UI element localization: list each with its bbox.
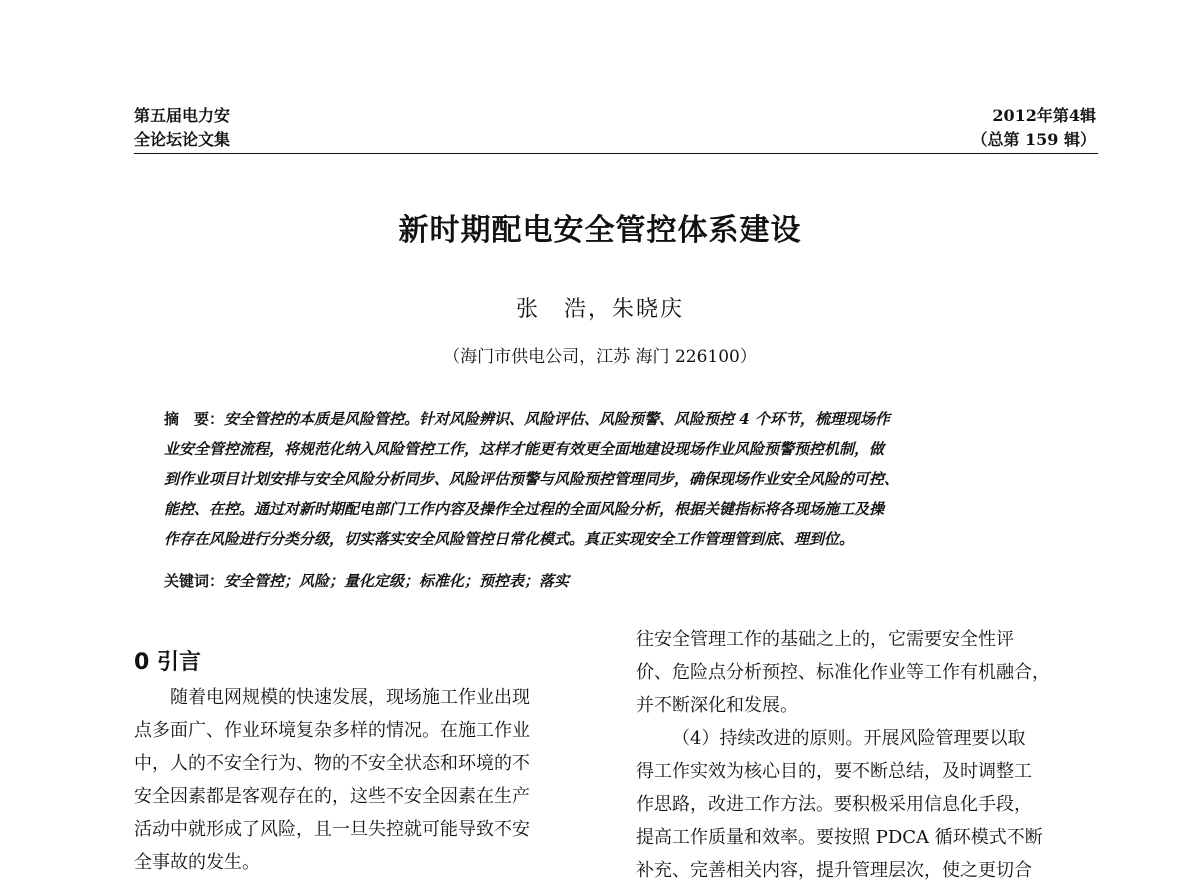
header-right-line-1: 2012年第4辑 xyxy=(992,106,1096,125)
paragraph-line: 提高工作质量和效率。要按照 PDCA 循环模式不断 xyxy=(636,827,1043,848)
header-left-line-1: 第五届电力安 xyxy=(134,106,231,125)
abstract-line: 能控、在控。通过对新时期配电部门工作内容及操作全过程的全面风险分析，根据关键指标将各现场施工及操 xyxy=(164,500,885,518)
paragraph-line: 作思路，改进工作方法。要积极采用信息化手段， xyxy=(636,794,1032,815)
abstract-label: 摘 要： xyxy=(164,410,225,428)
keywords-value: 安全管控；风险；量化定级；标准化；预控表；落实 xyxy=(224,572,570,590)
body-column-right xyxy=(636,623,1098,887)
body-column-left xyxy=(134,681,596,879)
abstract-block xyxy=(164,404,1034,554)
running-header-right xyxy=(971,104,1096,152)
section-heading: 0 引言 xyxy=(134,650,201,675)
abstract-line: 业安全管控流程，将规范化纳入风险管控工作，这样才能更有效更全面地建设现场作业风险预警预控机制，做 xyxy=(164,440,885,458)
header-right-line-2: （总第 159 辑） xyxy=(971,130,1096,149)
paragraph-line: （4）持续改进的原则。开展风险管理要以取 xyxy=(672,728,1026,749)
abstract-line: 到作业项目计划安排与安全风险分析同步、风险评估预警与风险预控管理同步，确保现场作业安全风险的可控、 xyxy=(164,470,900,488)
abstract-line: 作存在风险进行分类分级，切实落实安全风险管控日常化模式。真正实现安全工作管理管到底、理到位。 xyxy=(164,530,855,548)
paragraph-line: 并不断深化和发展。 xyxy=(636,695,798,716)
keywords-label: 关键词： xyxy=(164,572,225,590)
paragraph-line: 安全因素都是客观存在的，这些不安全因素在生产 xyxy=(134,786,530,807)
paper-affiliation: （海门市供电公司，江苏 海门 226100） xyxy=(443,347,757,367)
paragraph-line: 得工作实效为核心目的，要不断总结，及时调整工 xyxy=(636,761,1032,782)
paragraph-line: 中，人的不安全行为、物的不安全状态和环境的不 xyxy=(134,753,530,774)
paragraph-line: 往安全管理工作的基础之上的，它需要安全性评 xyxy=(636,629,1014,650)
abstract-text: 安全管控的本质是风险管控。针对风险辨识、风险评估、风险预警、风险预控 4 个环节，梳理现场作 xyxy=(224,410,890,428)
paragraph-line: 补充、完善相关内容，提升管理层次，使之更切合 xyxy=(636,860,1032,881)
paper-authors: 张 浩，朱晓庆 xyxy=(515,297,684,322)
paragraph-line: 点多面广、作业环境复杂多样的情况。在施工作业 xyxy=(134,720,530,741)
paragraph-line: 全事故的发生。 xyxy=(134,852,260,873)
paragraph-line: 活动中就形成了风险，且一旦失控就可能导致不安 xyxy=(134,819,530,840)
running-header-left xyxy=(134,104,230,152)
abstract-line xyxy=(164,404,1034,434)
keywords-line xyxy=(164,566,1034,596)
paragraph-line: 随着电网规模的快速发展，现场施工作业出现 xyxy=(170,687,530,708)
header-divider xyxy=(134,153,1098,154)
paper-title: 新时期配电安全管控体系建设 xyxy=(398,213,802,248)
paragraph-line: 价、危险点分析预控、标准化作业等工作有机融合， xyxy=(636,662,1050,683)
header-left-line-2: 全论坛论文集 xyxy=(134,130,231,149)
